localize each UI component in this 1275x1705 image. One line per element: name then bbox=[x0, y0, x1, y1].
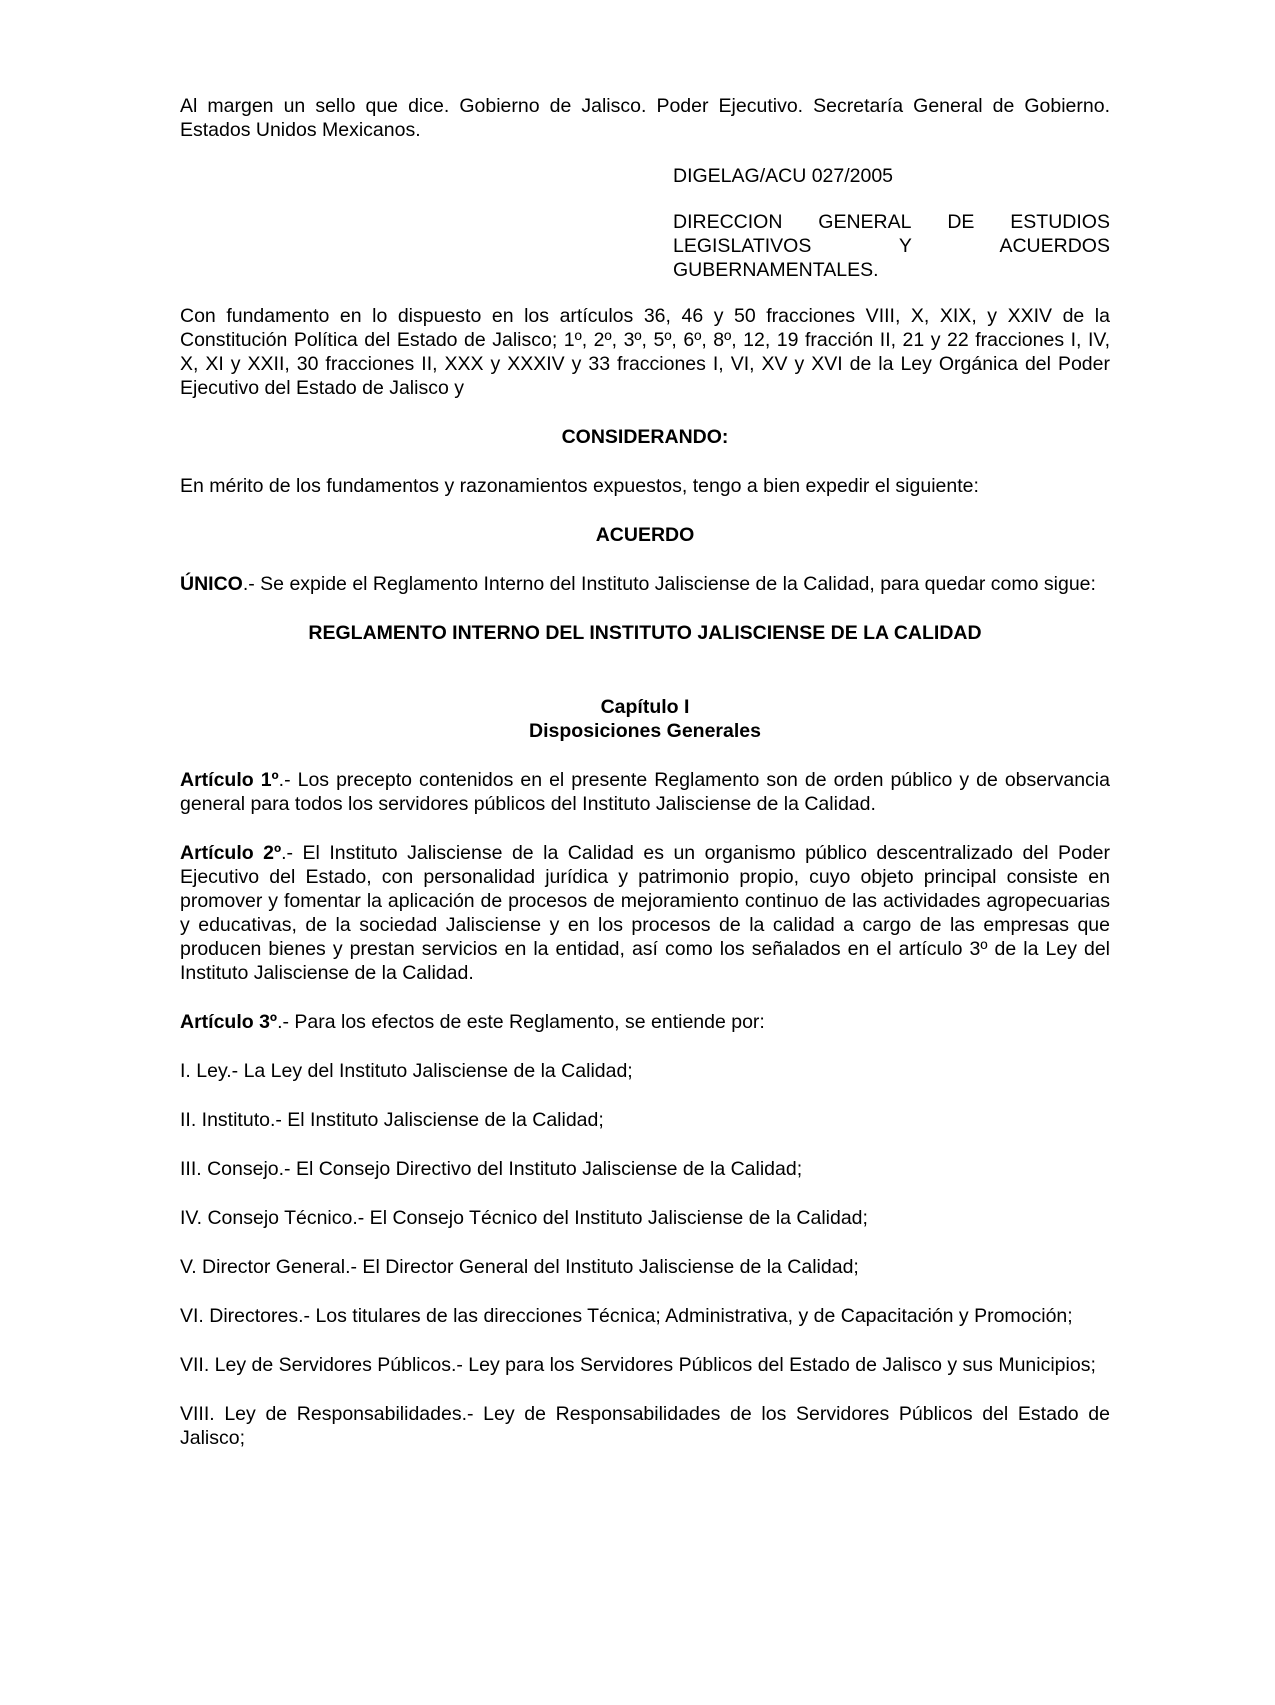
office-line-2 bbox=[673, 234, 1110, 258]
definition-item: I. Ley.- La Ley del Instituto Jalisciense de la Calidad; bbox=[180, 1060, 633, 1082]
articulo-1 bbox=[180, 768, 1110, 816]
definition-item: IV. Consejo Técnico.- El Consejo Técnico del Instituto Jalisciense de la Calidad; bbox=[180, 1207, 868, 1229]
articulo-2 bbox=[180, 841, 1110, 985]
office-line-1 bbox=[673, 210, 1110, 234]
fundamento-paragraph: Con fundamento en lo dispuesto en los artículos 36, 46 y 50 fracciones VIII, X, XIX, y XXIV de la Constitución Política del Estado de Jalisco; 1º, 2º, 3º, 5º, 6º, 8º, 12, 19 fracción II, 21 y 22 fracciones I, IV, X, XI y XXII, 30 fracciones II, XXX y XXXIV y 33 fracciones I, VI, XV y XVI de la Ley Orgánica del Poder Ejecutivo del Estado de Jalisco y bbox=[180, 305, 1110, 399]
reference-block bbox=[673, 164, 1110, 282]
office-word: LEGISLATIVOS bbox=[673, 235, 812, 257]
office-word: GENERAL bbox=[818, 211, 912, 233]
merito-paragraph: En mérito de los fundamentos y razonamientos expuestos, tengo a bien expedir el siguiente: bbox=[180, 475, 979, 497]
acuerdo-heading: ACUERDO bbox=[595, 524, 695, 546]
definition-item: VII. Ley de Servidores Públicos.- Ley para los Servidores Públicos del Estado de Jalisco y sus Municipios; bbox=[180, 1354, 1096, 1376]
definition-item: V. Director General.- El Director General del Instituto Jalisciense de la Calidad; bbox=[180, 1256, 859, 1278]
chapter-name: Disposiciones Generales bbox=[529, 720, 761, 742]
seal-note: Al margen un sello que dice. Gobierno de Jalisco. Poder Ejecutivo. Secretaría General de Gobierno. Estados Unidos Mexicanos. bbox=[180, 95, 1110, 141]
office-line-3: GUBERNAMENTALES. bbox=[673, 259, 879, 281]
document-reference: DIGELAG/ACU 027/2005 bbox=[673, 165, 894, 187]
articulo-label: Artículo 1º bbox=[180, 769, 279, 791]
office-word: ACUERDOS bbox=[999, 235, 1110, 257]
chapter-number: Capítulo I bbox=[600, 696, 690, 718]
office-word: DE bbox=[947, 211, 975, 233]
office-word: Y bbox=[898, 235, 912, 257]
articulo-text: .- Los precepto contenidos en el presente Reglamento son de orden público y de observancia general para todos los servidores públicos del Instituto Jalisciense de la Calidad. bbox=[180, 769, 1110, 815]
articulo-text: .- Para los efectos de este Reglamento, se entiende por: bbox=[277, 1011, 765, 1033]
articulo-label: Artículo 2º bbox=[180, 842, 282, 864]
definition-item: VI. Directores.- Los titulares de las direcciones Técnica; Administrativa, y de Capacitación y Promoción; bbox=[180, 1305, 1073, 1327]
definition-item: II. Instituto.- El Instituto Jalisciense de la Calidad; bbox=[180, 1109, 604, 1131]
definition-item: VIII. Ley de Responsabilidades.- Ley de Responsabilidades de los Servidores Públicos del Estado de Jalisco; bbox=[180, 1403, 1110, 1449]
articulo-text: .- El Instituto Jalisciense de la Calidad es un organismo público descentralizado del Poder Ejecutivo del Estado, con personalidad jurídica y patrimonio propio, cuyo objeto principal consiste en promover y fomentar la aplicación de procesos de mejoramiento continuo de las actividades agropecuarias y educativas, de la sociedad Jalisciense y en los procesos de la calidad a cargo de las empresas que producen bienes y prestan servicios en la entidad, así como los señalados en el artículo 3º de la Ley del Instituto Jalisciense de la Calidad. bbox=[180, 842, 1110, 984]
document-page bbox=[180, 94, 1110, 1450]
articulo-3 bbox=[180, 1010, 1110, 1034]
unico-paragraph bbox=[180, 572, 1110, 596]
definition-item: III. Consejo.- El Consejo Directivo del Instituto Jalisciense de la Calidad; bbox=[180, 1158, 803, 1180]
articulo-label: Artículo 3º bbox=[180, 1011, 278, 1033]
office-word: ESTUDIOS bbox=[1010, 211, 1110, 233]
considerando-heading: CONSIDERANDO: bbox=[561, 426, 729, 448]
reglamento-title: REGLAMENTO INTERNO DEL INSTITUTO JALISCIENSE DE LA CALIDAD bbox=[308, 622, 982, 644]
unico-text: .- Se expide el Reglamento Interno del Instituto Jalisciense de la Calidad, para quedar como sigue: bbox=[242, 573, 1096, 595]
unico-label: ÚNICO bbox=[180, 573, 243, 595]
office-word: DIRECCION bbox=[673, 211, 783, 233]
